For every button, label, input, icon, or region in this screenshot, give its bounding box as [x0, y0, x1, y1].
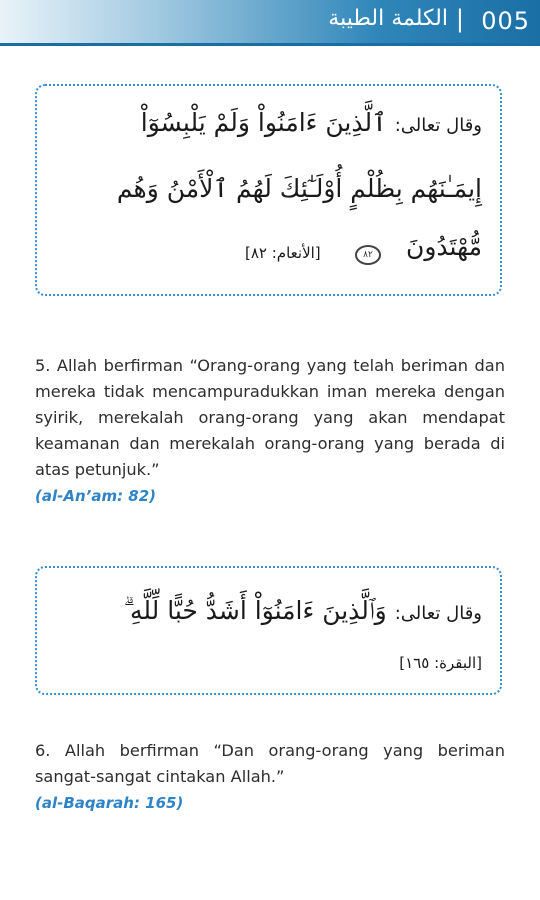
translation-source: (al-Baqarah: 165) — [35, 794, 184, 812]
verse-line-1 — [124, 596, 482, 626]
verse-intro: وقال تعالى: — [394, 115, 482, 136]
book-title: الكلمة الطيبة — [328, 6, 448, 31]
translation-text: 6. Allah berfirman “Dan orang-orang yang beriman sangat-sangat cintakan Allah.” — [35, 741, 505, 786]
translation-source: (al-An’am: 82) — [35, 487, 157, 505]
translation-paragraph-5 — [35, 353, 505, 509]
header-separator: | — [455, 5, 464, 33]
translation-paragraph-6 — [35, 738, 505, 816]
verse-line-2: إِيمَـٰنَهُم بِظُلْمٍ أُوْلَـٰٓئِكَ لَهُمُ ٱلْأَمْنُ وَهُم — [116, 174, 482, 203]
page-header — [0, 0, 540, 46]
verse-box-anam — [35, 84, 502, 296]
verse-reference: [البقرة: ١٦٥] — [399, 654, 482, 672]
verse-text-1: ٱلَّذِينَ ءَامَنُواْ وَلَمْ يَلْبِسُوٓاْ — [140, 108, 387, 137]
translation-text: 5. Allah berfirman “Orang-orang yang telah beriman dan mereka tidak mencampuradukkan iman mereka dengan syirik, merekalah orang-orang yang akan mendapat keamanan dan merekalah orang-orang yang berada di atas petunjuk.” — [35, 356, 505, 479]
verse-line-3: مُّهْتَدُونَ — [405, 232, 482, 261]
verse-text-1: وَٱلَّذِينَ ءَامَنُوٓاْ أَشَدُّ حُبًّا لِّلَّهِ ۗ — [123, 596, 387, 625]
verse-reference: [الأنعام: ٨٢] — [245, 244, 321, 262]
page-number: 005 — [481, 7, 530, 35]
verse-box-baqarah — [35, 566, 502, 695]
ayah-number-marker: ٨٢ — [355, 245, 381, 265]
verse-intro: وقال تعالى: — [394, 603, 482, 624]
verse-line-1 — [141, 108, 482, 137]
